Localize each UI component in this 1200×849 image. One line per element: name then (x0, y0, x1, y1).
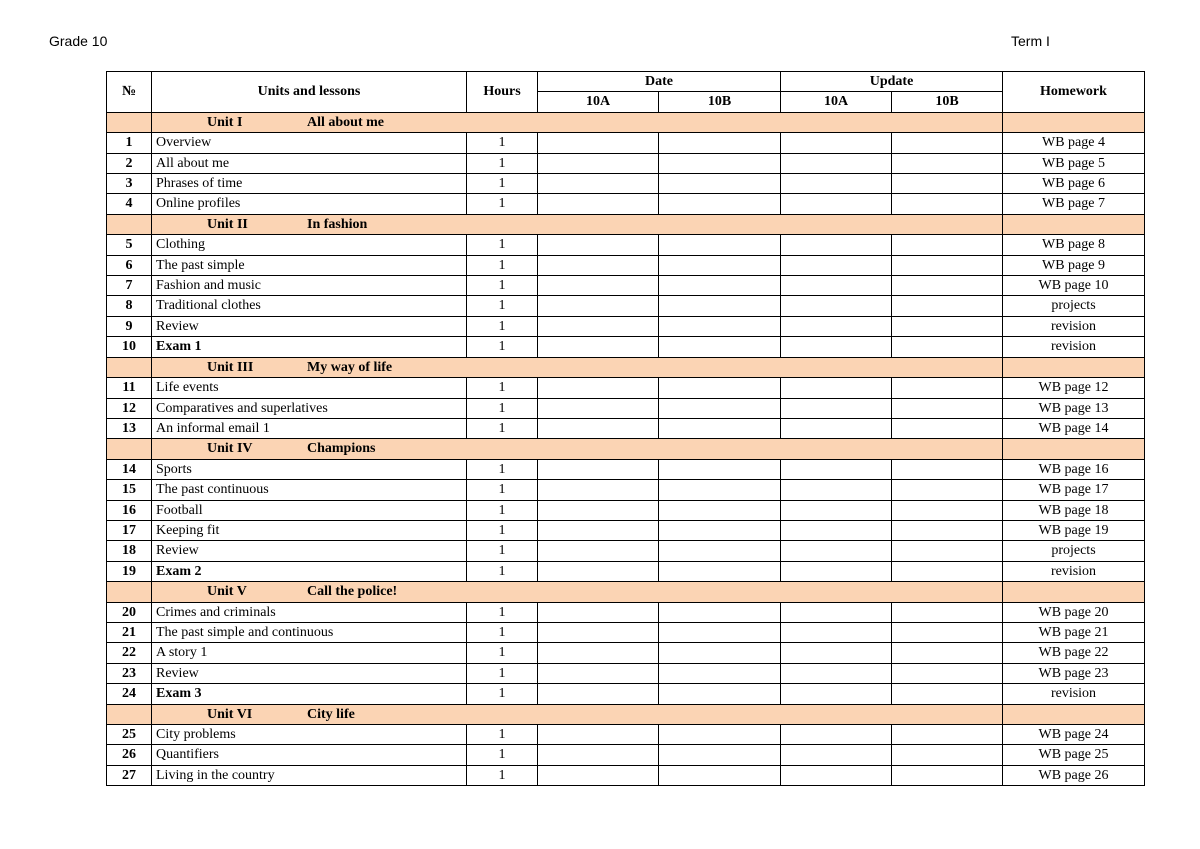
update-10b-cell (892, 418, 1003, 438)
lesson-title: Comparatives and superlatives (152, 398, 467, 418)
update-10a-cell (781, 500, 892, 520)
unit-row (107, 704, 1145, 724)
lesson-number: 17 (107, 520, 152, 540)
date-10a-cell (538, 133, 659, 153)
lesson-number: 11 (107, 378, 152, 398)
date-10b-cell (659, 153, 781, 173)
lesson-hours: 1 (467, 316, 538, 336)
date-10a-cell (538, 194, 659, 214)
date-10b-cell (659, 663, 781, 683)
table-row (107, 235, 1145, 255)
lesson-homework: WB page 24 (1003, 725, 1145, 745)
update-10a-cell (781, 378, 892, 398)
table-row (107, 337, 1145, 357)
update-10b-cell (892, 684, 1003, 704)
lesson-homework: WB page 20 (1003, 602, 1145, 622)
lesson-title: Online profiles (152, 194, 467, 214)
date-10a-cell (538, 235, 659, 255)
date-10a-cell (538, 643, 659, 663)
date-10a-cell (538, 765, 659, 785)
lesson-homework: revision (1003, 337, 1145, 357)
lesson-hours: 1 (467, 643, 538, 663)
table-row (107, 459, 1145, 479)
table-row (107, 745, 1145, 765)
update-10b-cell (892, 378, 1003, 398)
table-row (107, 561, 1145, 581)
date-10b-cell (659, 255, 781, 275)
lesson-number: 1 (107, 133, 152, 153)
lesson-homework: WB page 13 (1003, 398, 1145, 418)
date-10b-cell (659, 296, 781, 316)
table-row (107, 541, 1145, 561)
lesson-hours: 1 (467, 276, 538, 296)
update-10a-cell (781, 480, 892, 500)
lesson-number: 6 (107, 255, 152, 275)
lesson-title: Exam 2 (152, 561, 467, 581)
update-10a-cell (781, 398, 892, 418)
update-10a-cell (781, 663, 892, 683)
lesson-hours: 1 (467, 520, 538, 540)
unit-title: Champions (307, 441, 376, 457)
unit-row (107, 357, 1145, 377)
date-10b-cell (659, 500, 781, 520)
lesson-title: Phrases of time (152, 174, 467, 194)
lesson-homework: revision (1003, 561, 1145, 581)
unit-title: City life (307, 706, 355, 722)
unit-code: Unit III (207, 359, 254, 375)
unit-homework-cell (1003, 704, 1145, 724)
col-date-10b-header: 10B (659, 92, 781, 112)
lesson-hours: 1 (467, 541, 538, 561)
lesson-title: Exam 1 (152, 337, 467, 357)
unit-homework-cell (1003, 112, 1145, 132)
unit-code: Unit I (207, 114, 243, 130)
lesson-title: Quantifiers (152, 745, 467, 765)
update-10a-cell (781, 255, 892, 275)
table-row (107, 418, 1145, 438)
unit-heading (152, 214, 1003, 234)
lesson-number: 8 (107, 296, 152, 316)
col-date-header: Date (538, 72, 781, 92)
lesson-title: Exam 3 (152, 684, 467, 704)
date-10b-cell (659, 765, 781, 785)
update-10b-cell (892, 480, 1003, 500)
table-row (107, 520, 1145, 540)
lesson-number: 5 (107, 235, 152, 255)
unit-num-cell (107, 582, 152, 602)
lesson-hours: 1 (467, 235, 538, 255)
lesson-homework: WB page 25 (1003, 745, 1145, 765)
update-10b-cell (892, 398, 1003, 418)
col-hours-header: Hours (467, 72, 538, 113)
lesson-homework: WB page 16 (1003, 459, 1145, 479)
update-10a-cell (781, 459, 892, 479)
lesson-number: 20 (107, 602, 152, 622)
lesson-hours: 1 (467, 725, 538, 745)
unit-title: My way of life (307, 359, 393, 375)
lesson-hours: 1 (467, 133, 538, 153)
lesson-homework: revision (1003, 684, 1145, 704)
lesson-title: A story 1 (152, 643, 467, 663)
unit-homework-cell (1003, 357, 1145, 377)
lesson-number: 27 (107, 765, 152, 785)
update-10b-cell (892, 235, 1003, 255)
date-10b-cell (659, 745, 781, 765)
col-update-10b-header: 10B (892, 92, 1003, 112)
table-row (107, 174, 1145, 194)
lesson-number: 9 (107, 316, 152, 336)
unit-heading (152, 357, 1003, 377)
update-10b-cell (892, 541, 1003, 561)
table-row (107, 378, 1145, 398)
unit-title: Call the police! (307, 584, 398, 600)
lesson-number: 23 (107, 663, 152, 683)
lesson-title: Fashion and music (152, 276, 467, 296)
date-10a-cell (538, 602, 659, 622)
unit-heading (152, 439, 1003, 459)
update-10b-cell (892, 725, 1003, 745)
date-10b-cell (659, 561, 781, 581)
lesson-number: 19 (107, 561, 152, 581)
update-10b-cell (892, 194, 1003, 214)
update-10b-cell (892, 337, 1003, 357)
date-10b-cell (659, 194, 781, 214)
lesson-homework: WB page 10 (1003, 276, 1145, 296)
date-10b-cell (659, 398, 781, 418)
lesson-homework: WB page 22 (1003, 643, 1145, 663)
lesson-title: Keeping fit (152, 520, 467, 540)
date-10a-cell (538, 418, 659, 438)
lesson-hours: 1 (467, 337, 538, 357)
lesson-hours: 1 (467, 398, 538, 418)
lesson-hours: 1 (467, 378, 538, 398)
date-10b-cell (659, 622, 781, 642)
date-10b-cell (659, 316, 781, 336)
lesson-hours: 1 (467, 174, 538, 194)
lesson-hours: 1 (467, 745, 538, 765)
date-10b-cell (659, 378, 781, 398)
lesson-homework: WB page 18 (1003, 500, 1145, 520)
update-10a-cell (781, 418, 892, 438)
lesson-title: Review (152, 541, 467, 561)
lesson-homework: projects (1003, 541, 1145, 561)
update-10b-cell (892, 174, 1003, 194)
table-row (107, 684, 1145, 704)
date-10b-cell (659, 133, 781, 153)
date-10a-cell (538, 296, 659, 316)
lesson-homework: WB page 5 (1003, 153, 1145, 173)
lesson-plan-table (106, 71, 1145, 786)
table-row (107, 725, 1145, 745)
lesson-hours: 1 (467, 765, 538, 785)
lesson-homework: revision (1003, 316, 1145, 336)
unit-heading (152, 112, 1003, 132)
update-10b-cell (892, 316, 1003, 336)
lesson-title: The past continuous (152, 480, 467, 500)
lesson-title: Living in the country (152, 765, 467, 785)
date-10a-cell (538, 316, 659, 336)
unit-num-cell (107, 112, 152, 132)
update-10a-cell (781, 745, 892, 765)
date-10b-cell (659, 480, 781, 500)
lesson-number: 25 (107, 725, 152, 745)
lesson-hours: 1 (467, 622, 538, 642)
update-10b-cell (892, 622, 1003, 642)
lesson-homework: WB page 26 (1003, 765, 1145, 785)
term-label: Term I (1011, 33, 1050, 49)
update-10b-cell (892, 500, 1003, 520)
update-10a-cell (781, 316, 892, 336)
col-num-header: № (107, 72, 152, 113)
date-10b-cell (659, 684, 781, 704)
update-10b-cell (892, 296, 1003, 316)
table-row (107, 643, 1145, 663)
update-10a-cell (781, 561, 892, 581)
update-10b-cell (892, 520, 1003, 540)
lesson-hours: 1 (467, 663, 538, 683)
lesson-title: Football (152, 500, 467, 520)
table-row (107, 255, 1145, 275)
table-row (107, 398, 1145, 418)
lesson-title: Clothing (152, 235, 467, 255)
update-10a-cell (781, 174, 892, 194)
date-10b-cell (659, 235, 781, 255)
update-10b-cell (892, 602, 1003, 622)
table-row (107, 500, 1145, 520)
date-10a-cell (538, 500, 659, 520)
unit-num-cell (107, 439, 152, 459)
update-10a-cell (781, 725, 892, 745)
lesson-hours: 1 (467, 480, 538, 500)
unit-row (107, 439, 1145, 459)
unit-heading (152, 704, 1003, 724)
lesson-number: 7 (107, 276, 152, 296)
lesson-number: 10 (107, 337, 152, 357)
unit-num-cell (107, 357, 152, 377)
update-10a-cell (781, 541, 892, 561)
date-10a-cell (538, 153, 659, 173)
lesson-title: Crimes and criminals (152, 602, 467, 622)
update-10a-cell (781, 337, 892, 357)
lesson-hours: 1 (467, 153, 538, 173)
table-body (107, 112, 1145, 785)
update-10a-cell (781, 296, 892, 316)
update-10a-cell (781, 133, 892, 153)
lesson-number: 14 (107, 459, 152, 479)
lesson-homework: WB page 19 (1003, 520, 1145, 540)
lesson-hours: 1 (467, 500, 538, 520)
table-header (107, 72, 1145, 113)
update-10a-cell (781, 235, 892, 255)
update-10b-cell (892, 663, 1003, 683)
table-row (107, 153, 1145, 173)
table-row (107, 133, 1145, 153)
unit-num-cell (107, 704, 152, 724)
unit-code: Unit V (207, 584, 247, 600)
lesson-title: All about me (152, 153, 467, 173)
lesson-homework: WB page 17 (1003, 480, 1145, 500)
update-10b-cell (892, 133, 1003, 153)
table-row (107, 663, 1145, 683)
lesson-number: 16 (107, 500, 152, 520)
lesson-number: 2 (107, 153, 152, 173)
lesson-number: 21 (107, 622, 152, 642)
col-update-header: Update (781, 72, 1003, 92)
lesson-hours: 1 (467, 255, 538, 275)
update-10a-cell (781, 765, 892, 785)
lesson-homework: WB page 4 (1003, 133, 1145, 153)
col-date-10a-header: 10A (538, 92, 659, 112)
unit-heading (152, 582, 1003, 602)
date-10a-cell (538, 255, 659, 275)
lesson-hours: 1 (467, 561, 538, 581)
lesson-homework: WB page 14 (1003, 418, 1145, 438)
unit-title: In fashion (307, 216, 368, 232)
lesson-homework: WB page 12 (1003, 378, 1145, 398)
lesson-title: Life events (152, 378, 467, 398)
unit-code: Unit II (207, 216, 248, 232)
date-10a-cell (538, 337, 659, 357)
date-10a-cell (538, 276, 659, 296)
unit-row (107, 582, 1145, 602)
date-10b-cell (659, 643, 781, 663)
lesson-homework: WB page 21 (1003, 622, 1145, 642)
grade-label: Grade 10 (49, 33, 108, 49)
date-10b-cell (659, 337, 781, 357)
update-10b-cell (892, 745, 1003, 765)
date-10a-cell (538, 745, 659, 765)
lesson-title: The past simple and continuous (152, 622, 467, 642)
table-row (107, 316, 1145, 336)
date-10a-cell (538, 378, 659, 398)
update-10b-cell (892, 153, 1003, 173)
update-10b-cell (892, 276, 1003, 296)
lesson-homework: WB page 6 (1003, 174, 1145, 194)
lesson-hours: 1 (467, 602, 538, 622)
lesson-homework: WB page 7 (1003, 194, 1145, 214)
lesson-title: The past simple (152, 255, 467, 275)
date-10a-cell (538, 684, 659, 704)
update-10b-cell (892, 643, 1003, 663)
date-10b-cell (659, 520, 781, 540)
unit-row (107, 112, 1145, 132)
table-row (107, 276, 1145, 296)
lesson-number: 12 (107, 398, 152, 418)
lesson-number: 18 (107, 541, 152, 561)
date-10a-cell (538, 398, 659, 418)
date-10a-cell (538, 541, 659, 561)
table-row (107, 765, 1145, 785)
lesson-number: 26 (107, 745, 152, 765)
update-10b-cell (892, 255, 1003, 275)
date-10b-cell (659, 725, 781, 745)
date-10a-cell (538, 480, 659, 500)
lesson-hours: 1 (467, 459, 538, 479)
lesson-hours: 1 (467, 684, 538, 704)
lesson-homework: projects (1003, 296, 1145, 316)
lesson-title: Sports (152, 459, 467, 479)
update-10b-cell (892, 765, 1003, 785)
update-10a-cell (781, 153, 892, 173)
date-10a-cell (538, 663, 659, 683)
lesson-title: City problems (152, 725, 467, 745)
lesson-homework: WB page 8 (1003, 235, 1145, 255)
update-10a-cell (781, 602, 892, 622)
date-10a-cell (538, 174, 659, 194)
lesson-number: 13 (107, 418, 152, 438)
date-10b-cell (659, 276, 781, 296)
lesson-homework: WB page 23 (1003, 663, 1145, 683)
table-row (107, 622, 1145, 642)
col-homework-header: Homework (1003, 72, 1145, 113)
date-10a-cell (538, 561, 659, 581)
lesson-number: 15 (107, 480, 152, 500)
unit-code: Unit IV (207, 441, 253, 457)
unit-homework-cell (1003, 439, 1145, 459)
unit-code: Unit VI (207, 706, 253, 722)
lesson-number: 22 (107, 643, 152, 663)
table-row (107, 480, 1145, 500)
unit-homework-cell (1003, 214, 1145, 234)
lesson-hours: 1 (467, 296, 538, 316)
lesson-title: Review (152, 663, 467, 683)
lesson-hours: 1 (467, 194, 538, 214)
unit-num-cell (107, 214, 152, 234)
date-10a-cell (538, 622, 659, 642)
col-update-10a-header: 10A (781, 92, 892, 112)
date-10b-cell (659, 459, 781, 479)
lesson-title: Traditional clothes (152, 296, 467, 316)
update-10a-cell (781, 276, 892, 296)
lesson-homework: WB page 9 (1003, 255, 1145, 275)
lesson-number: 24 (107, 684, 152, 704)
table-row (107, 296, 1145, 316)
unit-row (107, 214, 1145, 234)
update-10b-cell (892, 561, 1003, 581)
unit-homework-cell (1003, 582, 1145, 602)
unit-title: All about me (307, 114, 384, 130)
lesson-number: 3 (107, 174, 152, 194)
lesson-title: Review (152, 316, 467, 336)
table-row (107, 602, 1145, 622)
lesson-number: 4 (107, 194, 152, 214)
date-10b-cell (659, 174, 781, 194)
lesson-title: An informal email 1 (152, 418, 467, 438)
date-10a-cell (538, 459, 659, 479)
col-units-header: Units and lessons (152, 72, 467, 113)
update-10a-cell (781, 684, 892, 704)
table-row (107, 194, 1145, 214)
date-10b-cell (659, 541, 781, 561)
update-10a-cell (781, 520, 892, 540)
update-10a-cell (781, 643, 892, 663)
update-10b-cell (892, 459, 1003, 479)
date-10a-cell (538, 520, 659, 540)
lesson-hours: 1 (467, 418, 538, 438)
date-10a-cell (538, 725, 659, 745)
update-10a-cell (781, 194, 892, 214)
date-10b-cell (659, 418, 781, 438)
lesson-title: Overview (152, 133, 467, 153)
update-10a-cell (781, 622, 892, 642)
date-10b-cell (659, 602, 781, 622)
